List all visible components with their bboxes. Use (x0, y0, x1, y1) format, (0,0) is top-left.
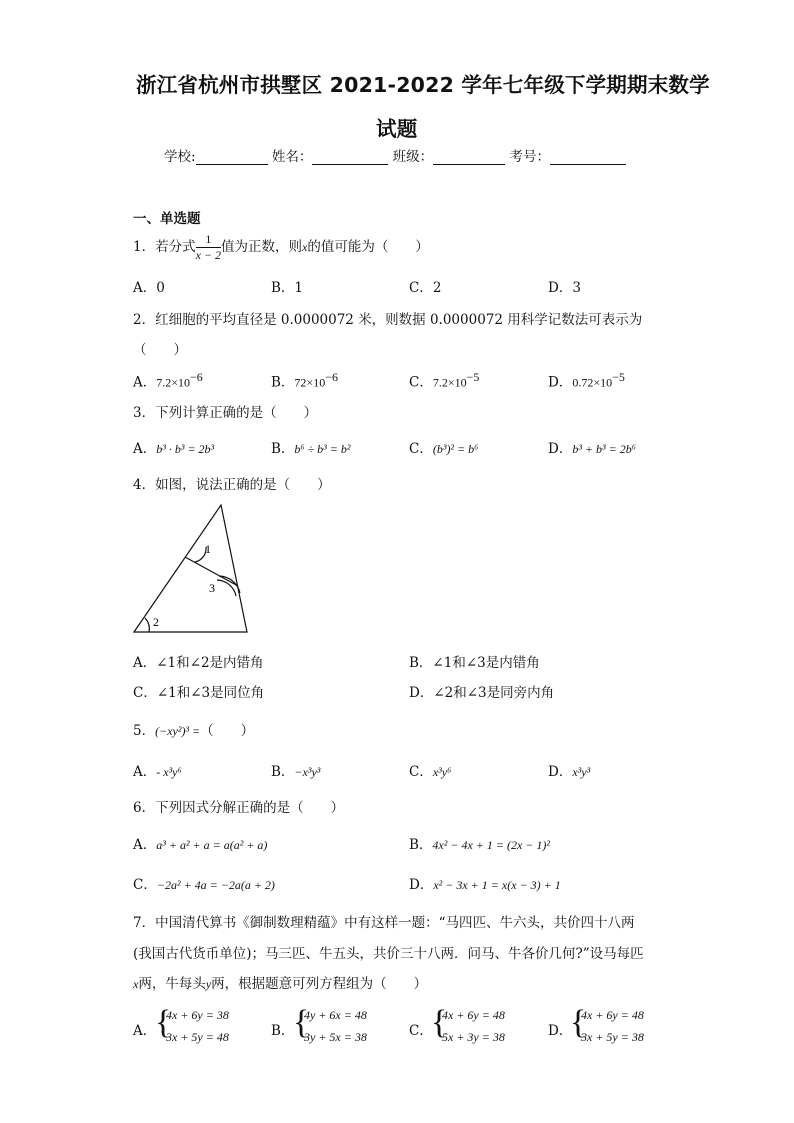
q6-option-d[interactable]: D．x² − 3x + 1 = x(x − 3) + 1 (409, 877, 561, 893)
q7-option-b-label[interactable]: B． (271, 1023, 295, 1039)
page-title-line2: 试题 (376, 117, 418, 141)
exam-no-blank[interactable] (550, 150, 626, 165)
q3-option-c[interactable]: C．(b³)² = b⁶ (409, 441, 479, 457)
triangle-figure (128, 500, 253, 640)
question-1-stem (133, 232, 429, 263)
angle-2-arc (145, 618, 149, 632)
section-heading: 一、单选题 (133, 211, 201, 227)
angle-3-label: 3 (209, 581, 215, 595)
q7-option-d-eq2[interactable]: 3x + 5y = 38 (581, 1030, 644, 1044)
triangle-outline (134, 505, 247, 632)
q7-option-c-brace: { (431, 1004, 448, 1041)
q7-option-c-eq1[interactable]: 4x + 6y = 48 (442, 1008, 505, 1022)
q1-suffix-b: 的值可能为（ ） (307, 239, 429, 255)
q7-option-b-eq2[interactable]: 3y + 5x = 38 (304, 1030, 367, 1044)
q4-option-a[interactable]: A．∠1和∠2是内错角 (133, 655, 264, 671)
q4-option-d[interactable]: D．∠2和∠3是同旁内角 (409, 685, 555, 701)
q7-option-d-label[interactable]: D． (548, 1023, 573, 1039)
school-label: 学校: (164, 149, 196, 165)
q1-option-d[interactable]: D．3 (548, 280, 581, 296)
q7-option-d-brace: { (570, 1004, 587, 1041)
q7-option-a-eq2[interactable]: 3x + 5y = 48 (166, 1030, 229, 1044)
q1-fraction (196, 232, 221, 263)
name-label: 姓名： (271, 149, 313, 165)
q1-option-a[interactable]: A．0 (133, 280, 165, 296)
school-blank[interactable] (196, 150, 268, 165)
q5-option-a[interactable]: A．- x³y⁶ (133, 764, 182, 780)
q2-option-c[interactable]: C．$7.2\times 10^{-5}$ (409, 370, 480, 391)
q7-option-b-eq1[interactable]: 4y + 6x = 48 (304, 1008, 367, 1022)
q3-option-b[interactable]: B．b⁶ ÷ b³ = b² (271, 441, 351, 457)
q2-option-d[interactable]: D．$0.72\times 10^{-5}$ (548, 370, 625, 391)
q1-option-b[interactable]: B．1 (271, 280, 304, 296)
exam-no-label: 考号： (509, 149, 550, 165)
q3-option-a[interactable]: A．b³ · b³ = 2b³ (133, 441, 215, 457)
q5-option-c[interactable]: C．x³y⁶ (409, 764, 452, 780)
q5-option-d[interactable]: D．x³y³ (548, 764, 591, 780)
q4-option-c[interactable]: C．∠1和∠3是同位角 (133, 685, 265, 701)
q6-option-c[interactable]: C．−2a² + 4a = −2a(a + 2) (133, 877, 275, 893)
q1-frac-num: 1 (196, 232, 221, 248)
q1-var: x (302, 240, 308, 254)
class-blank[interactable] (433, 150, 505, 165)
question-4-stem: 4．如图，说法正确的是（ ） (133, 477, 331, 493)
q6-option-a[interactable]: A．a³ + a² + a = a(a² + a) (133, 837, 268, 853)
q7-option-b-brace: { (293, 1004, 310, 1041)
q7-option-d-eq1[interactable]: 4x + 6y = 48 (581, 1008, 644, 1022)
question-2-line2: （ ） (133, 342, 187, 358)
q1-prefix: 1．若分式 (133, 239, 196, 255)
q3-option-d[interactable]: D．b³ + b³ = 2b⁶ (548, 441, 636, 457)
angle-2-label: 2 (153, 615, 159, 629)
question-6-stem: 6．下列因式分解正确的是（ ） (133, 800, 345, 816)
q7-option-a-eq1[interactable]: 4x + 6y = 38 (166, 1008, 229, 1022)
name-blank[interactable] (312, 150, 388, 165)
angle-3-arc-inner (217, 580, 236, 596)
question-3-stem: 3．下列计算正确的是（ ） (133, 405, 318, 421)
q6-option-b[interactable]: B．4x² − 4x + 1 = (2x − 1)² (409, 837, 550, 853)
student-info-line (164, 145, 626, 165)
q2-option-b[interactable]: B．$72\times 10^{-6}$ (271, 370, 338, 391)
q7-option-a-brace: { (155, 1004, 172, 1041)
q1-frac-den: x − 2 (195, 248, 222, 262)
question-2-line1: 2．红细胞的平均直径是 0.0000072 米，则数据 0.0000072 用科学记数法可表示为 (133, 312, 643, 328)
q2-option-a[interactable]: A．$7.2\times 10^{-6}$ (133, 370, 203, 391)
q1-suffix-a: 值为正数，则 (221, 239, 303, 255)
class-label: 班级： (392, 149, 434, 165)
q4-option-b[interactable]: B．∠1和∠3是内错角 (409, 655, 540, 671)
q7-option-a-label[interactable]: A． (133, 1023, 157, 1039)
angle-1-label: 1 (205, 542, 211, 556)
question-5-stem: 5．(−xy²)³ =（ ） (133, 723, 255, 739)
q7-option-c-eq2[interactable]: 5x + 3y = 38 (442, 1030, 505, 1044)
question-7-line2: (我国古代货币单位)；马三匹、牛五头，共价三十八两．问马、牛各价几何?”设马每匹 (133, 946, 644, 962)
q5-option-b[interactable]: B．−x³y³ (271, 764, 321, 780)
question-7-line3: x两，牛每头y两，根据题意可列方程组为（ ） (133, 976, 428, 992)
q1-option-c[interactable]: C．2 (409, 280, 442, 296)
page-title-line1: 浙江省杭州市拱墅区 2021-2022 学年七年级下学期期末数学 (136, 73, 710, 97)
q7-option-c-label[interactable]: C． (409, 1023, 433, 1039)
question-7-line1: 7．中国清代算书《御制数理精蕴》中有这样一题：“马四匹、牛六头，共价四十八两 (133, 915, 635, 931)
